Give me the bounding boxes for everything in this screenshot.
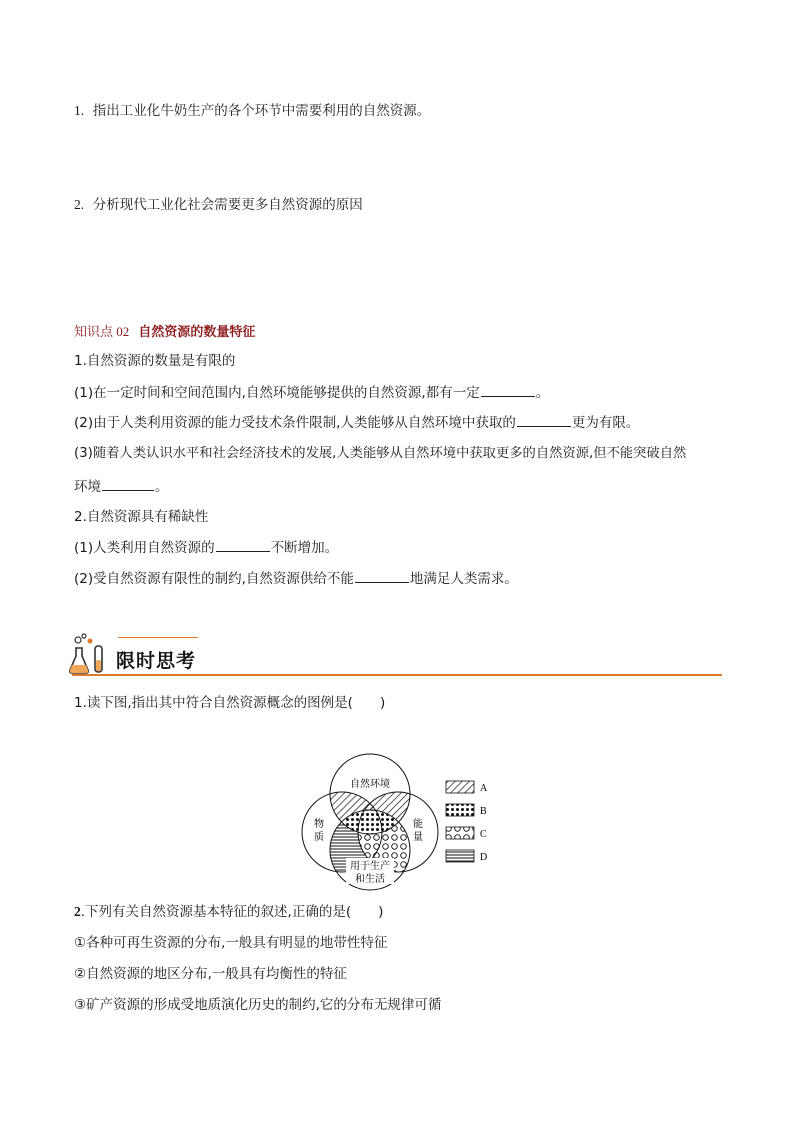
venn-label-left-2: 质 <box>314 832 324 843</box>
venn-label-right-1: 能 <box>413 819 423 830</box>
item-text: 。 <box>155 479 169 495</box>
question-text: .下列有关自然资源基本特征的叙述,正确的是( ) <box>80 904 384 920</box>
section2-item1 <box>74 539 338 557</box>
legend-label-a: A <box>480 783 488 794</box>
item-text: (1)在一定时间和空间范围内,自然环境能够提供的自然资源,都有一定 <box>74 385 480 401</box>
section1-item3-line2 <box>74 478 169 496</box>
item-text: 不断增加。 <box>270 540 339 556</box>
question-number: 2 <box>74 904 81 919</box>
fill-blank[interactable] <box>355 570 409 583</box>
section1-item3-line1: (3)随着人类认识水平和社会经济技术的发展,人类能够从自然环境中获取更多的自然资源,但不能突破自然 <box>74 446 687 461</box>
item-text: 环境 <box>74 479 101 495</box>
venn-label-top: 自然环境 <box>350 779 390 790</box>
item-text: 。 <box>535 385 550 401</box>
venn-diagram <box>300 752 500 892</box>
section1-heading: 1.自然资源的数量是有限的 <box>74 353 236 369</box>
legend-label-b: B <box>480 806 487 817</box>
option-1: ①各种可再生资源的分布,一般具有明显的地带性特征 <box>74 935 388 951</box>
knowledge-point-title: 自然资源的数量特征 <box>138 325 256 340</box>
question-2 <box>74 196 363 214</box>
section2-heading: 2.自然资源具有稀缺性 <box>74 509 209 525</box>
option-3: ③矿产资源的形成受地质演化历史的制约,它的分布无规律可循 <box>74 997 442 1013</box>
section1-item1 <box>74 384 549 402</box>
option-2: ②自然资源的地区分布,一般具有均衡性的特征 <box>74 966 347 982</box>
fill-blank[interactable] <box>481 384 535 397</box>
question-number: 2. <box>74 197 85 212</box>
think-question-2 <box>74 903 383 921</box>
question-number: 1. <box>74 103 85 118</box>
lab-flask-icon <box>68 632 108 676</box>
fill-blank[interactable] <box>102 478 154 491</box>
think-section-title: 限时思考 <box>116 650 197 672</box>
venn-label-left-1: 物 <box>314 819 324 830</box>
item-text: 更为有限。 <box>571 415 640 431</box>
item-text: (2)由于人类利用资源的能力受技术条件限制,人类能够从自然环境中获取的 <box>74 415 516 431</box>
item-text: (1)人类利用自然资源的 <box>74 540 215 556</box>
section1-item2 <box>74 414 639 432</box>
venn-label-bottom-2: 和生活 <box>355 874 385 885</box>
legend-swatch-b <box>446 804 474 816</box>
question-text: 指出工业化牛奶生产的各个环节中需要利用的自然资源。 <box>92 103 431 119</box>
legend-label-c: C <box>480 829 487 840</box>
fill-blank[interactable] <box>216 539 270 552</box>
legend-swatch-a <box>446 781 474 793</box>
section-divider <box>72 674 722 676</box>
knowledge-point-heading <box>74 321 255 340</box>
section-accent-line <box>118 637 198 638</box>
think-question-1: 1.读下图,指出其中符合自然资源概念的图例是( ) <box>74 695 386 711</box>
legend-swatch-c <box>446 827 474 839</box>
venn-label-right-2: 量 <box>413 832 423 843</box>
legend-swatch-d <box>446 850 474 862</box>
legend-label-d: D <box>480 852 488 863</box>
knowledge-point-tag: 知识点 02 <box>74 324 130 339</box>
question-text: 分析现代工业化社会需要更多自然资源的原因 <box>92 197 363 213</box>
item-text: 地满足人类需求。 <box>409 571 518 587</box>
venn-label-bottom-1: 用于生产 <box>350 861 390 872</box>
question-1 <box>74 102 430 120</box>
item-text: (2)受自然资源有限性的制约,自然资源供给不能 <box>74 571 354 587</box>
section2-item2 <box>74 570 518 588</box>
fill-blank[interactable] <box>517 414 571 427</box>
